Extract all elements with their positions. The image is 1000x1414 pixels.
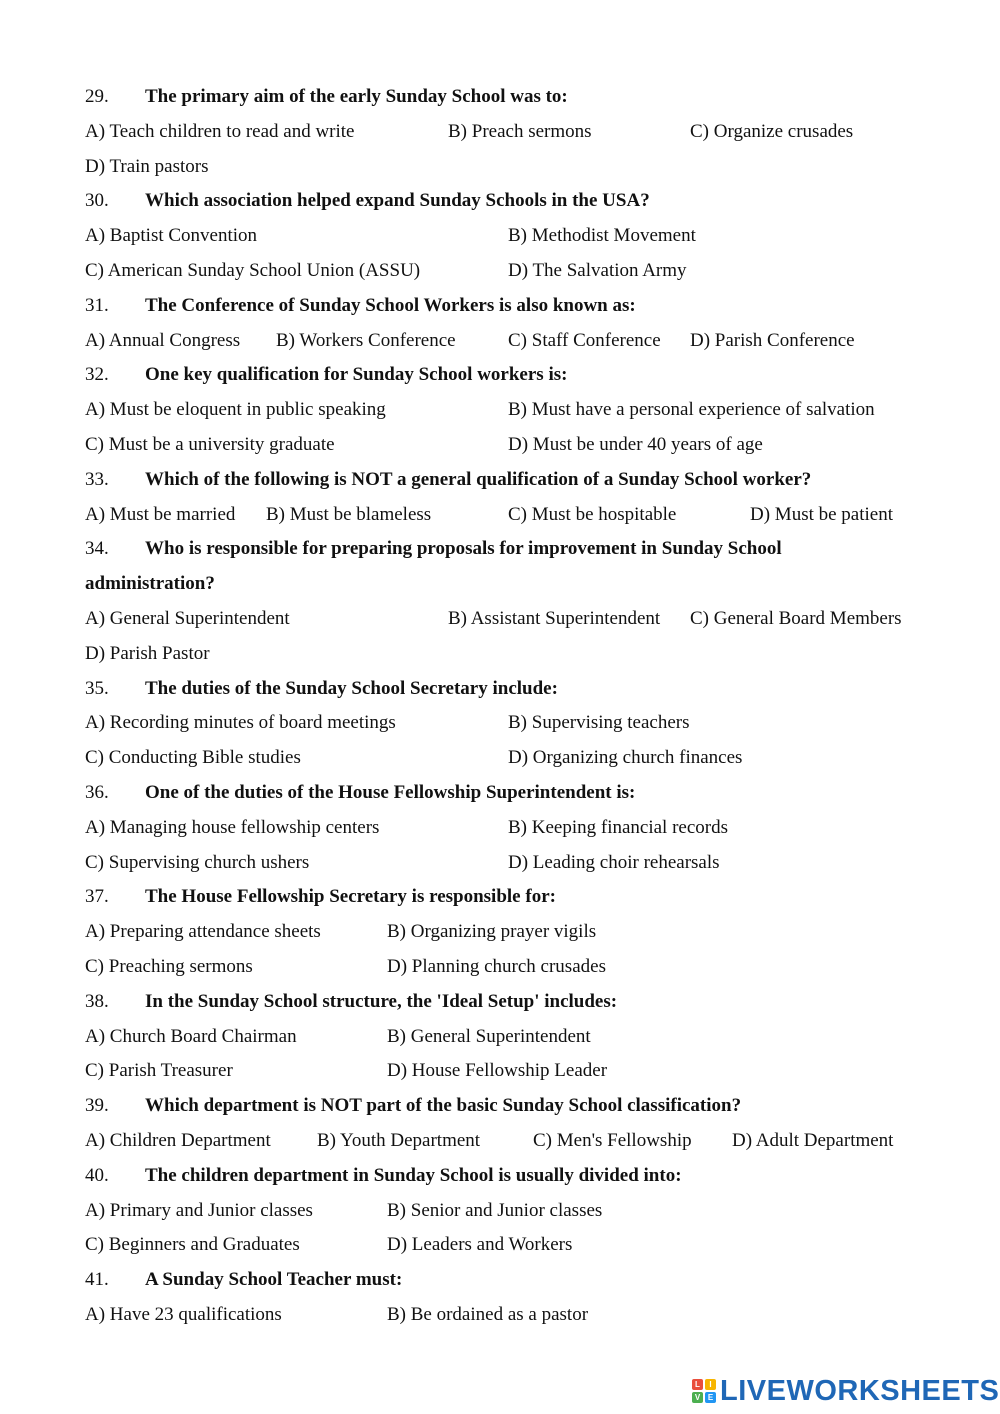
option-d[interactable]: D) Planning church crusades — [387, 956, 606, 977]
question-number: 33. — [85, 468, 109, 490]
question-36 — [85, 776, 635, 810]
question-number: 31. — [85, 294, 109, 316]
option-b[interactable]: B) Keeping financial records — [508, 816, 728, 838]
option-b[interactable]: B) Must be blameless — [266, 503, 432, 525]
liveworksheets-logo-icon — [692, 1379, 716, 1403]
option-b[interactable]: B) Senior and Junior classes — [387, 1199, 603, 1221]
question-number: 32. — [85, 364, 109, 386]
question-text: The House Fellowship Secretary is responsible for: — [145, 886, 556, 908]
logo-mark-l: L — [692, 1379, 703, 1390]
option-d[interactable]: D) Must be under 40 years of age — [508, 434, 763, 455]
option-c[interactable]: C) Supervising church ushers — [85, 851, 310, 873]
option-a[interactable]: A) Recording minutes of board meetings — [85, 712, 396, 734]
question-text: In the Sunday School structure, the 'Ideal Setup' includes: — [145, 990, 618, 1012]
option-c[interactable]: C) Beginners and Graduates — [85, 1234, 300, 1256]
question-text: Which of the following is NOT a general qualification of a Sunday School worker? — [145, 468, 812, 490]
liveworksheets-logo — [692, 1374, 999, 1408]
option-c[interactable]: C) Preaching sermons — [85, 956, 253, 977]
option-a[interactable]: A) General Superintendent — [85, 608, 290, 629]
option-a[interactable]: A) Managing house fellowship centers — [85, 816, 380, 838]
question-number: 35. — [85, 677, 109, 699]
option-b[interactable]: B) Be ordained as a pastor — [387, 1304, 589, 1325]
option-b[interactable]: B) General Superintendent — [387, 1025, 591, 1047]
question-34 — [85, 532, 782, 566]
option-a[interactable]: A) Teach children to read and write — [85, 120, 355, 142]
question-text: One key qualification for Sunday School workers is: — [145, 364, 568, 386]
option-c[interactable]: C) Conducting Bible studies — [85, 747, 301, 769]
question-30 — [85, 184, 650, 218]
option-a[interactable]: A) Baptist Convention — [85, 225, 258, 247]
question-35 — [85, 672, 558, 706]
option-c[interactable]: C) Must be a university graduate — [85, 434, 335, 455]
option-c[interactable]: C) Staff Conference — [508, 329, 661, 351]
question-text: The primary aim of the early Sunday School was to: — [145, 86, 568, 107]
option-d[interactable]: D) Parish Conference — [690, 329, 855, 351]
question-29 — [85, 80, 568, 114]
option-a[interactable]: A) Children Department — [85, 1130, 271, 1151]
option-d[interactable]: D) Train pastors — [85, 155, 209, 177]
option-d[interactable]: D) Organizing church finances — [508, 747, 743, 769]
question-text: Which association helped expand Sunday Schools in the USA? — [145, 190, 650, 212]
option-c[interactable]: C) General Board Members — [690, 608, 902, 629]
question-text: The Conference of Sunday School Workers is also known as: — [145, 294, 636, 316]
logo-mark-v: V — [692, 1392, 703, 1403]
option-b[interactable]: B) Organizing prayer vigils — [387, 921, 597, 943]
question-number: 37. — [85, 886, 109, 908]
option-c[interactable]: C) Parish Treasurer — [85, 1060, 233, 1082]
question-number: 38. — [85, 990, 109, 1012]
question-number: 36. — [85, 782, 109, 803]
option-a[interactable]: A) Preparing attendance sheets — [85, 921, 321, 943]
question-text: The children department in Sunday School is usually divided into: — [145, 1164, 682, 1186]
option-a[interactable]: A) Primary and Junior classes — [85, 1199, 313, 1221]
question-33 — [85, 463, 811, 497]
option-d[interactable]: D) Leaders and Workers — [387, 1234, 573, 1256]
question-31 — [85, 289, 636, 323]
question-37 — [85, 880, 556, 914]
question-32 — [85, 358, 567, 392]
question-number: 30. — [85, 190, 109, 212]
question-number: 34. — [85, 538, 109, 560]
option-b[interactable]: B) Must have a personal experience of salvation — [508, 399, 875, 421]
option-a[interactable]: A) Have 23 qualifications — [85, 1304, 282, 1325]
logo-mark-e: E — [705, 1392, 716, 1403]
question-text: Who is responsible for preparing proposals for improvement in Sunday School — [145, 538, 782, 560]
question-number: 40. — [85, 1164, 109, 1186]
option-c[interactable]: C) Must be hospitable — [508, 503, 677, 525]
question-41 — [85, 1263, 402, 1297]
option-d[interactable]: D) The Salvation Army — [508, 260, 687, 281]
question-number: 29. — [85, 86, 109, 107]
option-a[interactable]: A) Church Board Chairman — [85, 1025, 297, 1047]
option-d[interactable]: D) Parish Pastor — [85, 642, 210, 664]
option-a[interactable]: A) Annual Congress — [85, 329, 241, 351]
option-b[interactable]: B) Supervising teachers — [508, 712, 690, 734]
liveworksheets-logo-text: LIVEWORKSHEETS — [720, 1374, 1000, 1407]
question-39 — [85, 1089, 741, 1123]
question-text: Which department is NOT part of the basic Sunday School classification? — [145, 1095, 742, 1117]
question-text: A Sunday School Teacher must: — [145, 1269, 403, 1291]
option-d[interactable]: D) Must be patient — [750, 503, 894, 525]
question-38 — [85, 985, 617, 1019]
question-text: One of the duties of the House Fellowship Superintendent is: — [145, 782, 636, 803]
option-c[interactable]: C) Organize crusades — [690, 120, 854, 142]
question-number: 41. — [85, 1269, 109, 1291]
option-d[interactable]: D) Leading choir rehearsals — [508, 851, 720, 873]
logo-mark-i: I — [705, 1379, 716, 1390]
option-d[interactable]: D) House Fellowship Leader — [387, 1060, 608, 1082]
question-40 — [85, 1159, 682, 1193]
question-34-continued — [85, 567, 215, 601]
option-c[interactable]: C) American Sunday School Union (ASSU) — [85, 260, 421, 281]
option-a[interactable]: A) Must be married — [85, 503, 236, 525]
question-text: The duties of the Sunday School Secretary include: — [145, 677, 558, 699]
option-b[interactable]: B) Workers Conference — [276, 329, 456, 351]
option-b[interactable]: B) Assistant Superintendent — [448, 608, 661, 629]
option-b[interactable]: B) Preach sermons — [448, 120, 592, 142]
option-a[interactable]: A) Must be eloquent in public speaking — [85, 399, 386, 421]
option-b[interactable]: B) Methodist Movement — [508, 225, 696, 247]
option-c[interactable]: C) Men's Fellowship — [533, 1130, 692, 1151]
option-d[interactable]: D) Adult Department — [732, 1130, 894, 1151]
question-number: 39. — [85, 1095, 109, 1117]
question-text-continued: administration? — [85, 573, 215, 595]
option-b[interactable]: B) Youth Department — [317, 1130, 481, 1151]
